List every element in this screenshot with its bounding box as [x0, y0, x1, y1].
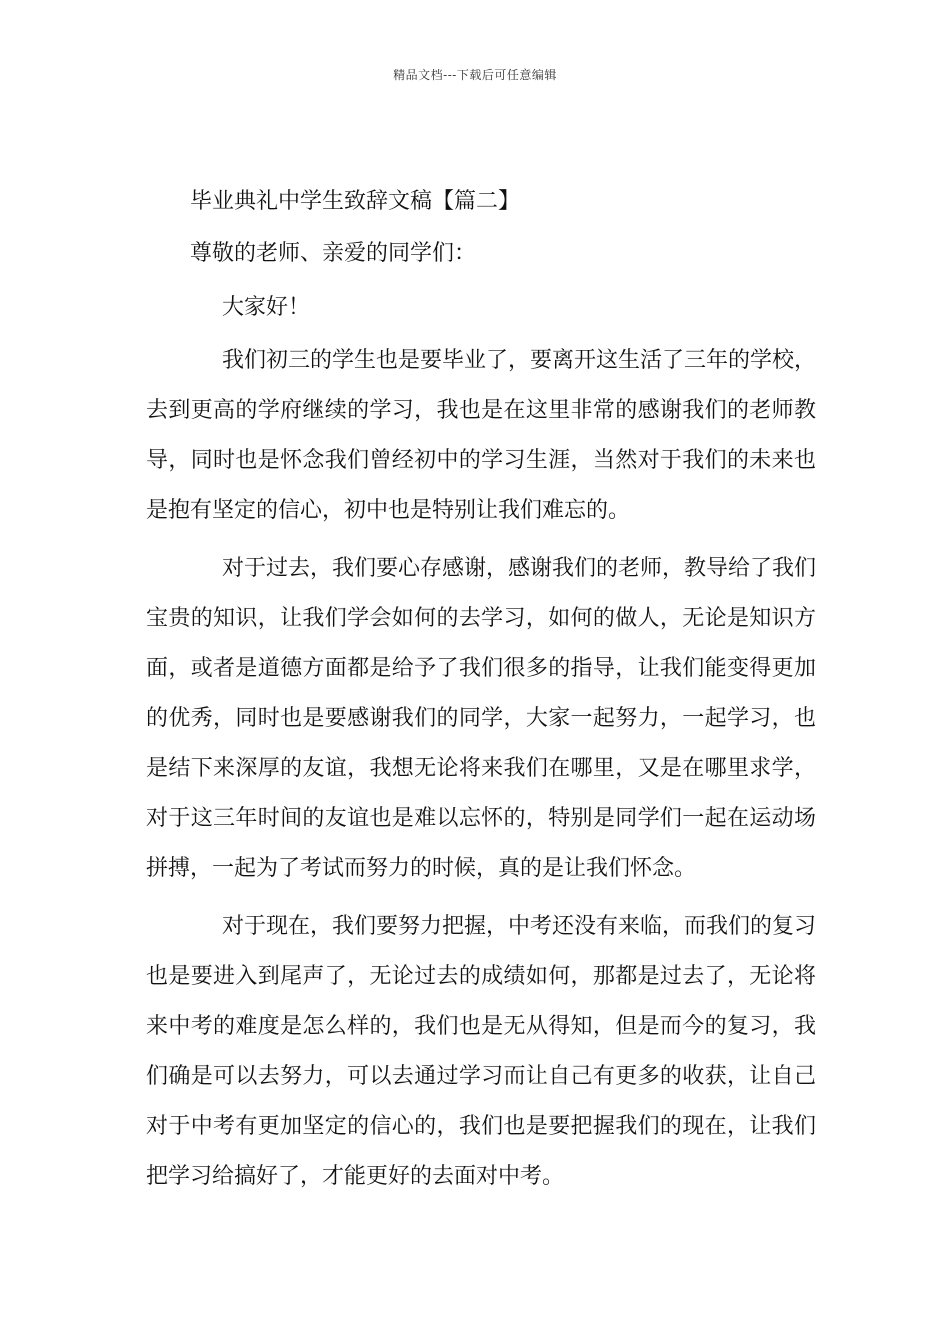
document-body: [146, 180, 816, 1202]
paragraph: 对于现在，我们要努力把握，中考还没有来临，而我们的复习也是要进入到尾声了，无论过去的成绩如何，那都是过去了，无论将来中考的难度是怎么样的，我们也是无从得知，但是而今的复习，我们确是可以去努力，可以去通过学习而让自己有更多的收获，让自己对于中考有更加坚定的信心的，我们也是要把握我们的现在，让我们把学习给搞好了，才能更好的去面对中考。: [146, 914, 817, 1189]
document-title: 毕业典礼中学生致辞文稿【篇二】: [190, 189, 521, 214]
paragraph: 对于过去，我们要心存感谢，感谢我们的老师，教导给了我们宝贵的知识，让我们学会如何的去学习，如何的做人，无论是知识方面，或者是道德方面都是给予了我们很多的指导，让我们能变得更加的优秀，同时也是要感谢我们的同学，大家一起努力，一起学习，也是结下来深厚的友谊，我想无论将来我们在哪里，又是在哪里求学，对于这三年时间的友谊也是难以忘怀的，特别是同学们一起在运动场拼搏，一起为了考试而努力的时候，真的是让我们怀念。: [146, 556, 817, 881]
greeting: 大家好！: [222, 295, 311, 320]
page-header: 精品文档---下载后可任意编辑: [393, 68, 557, 82]
paragraph: 我们初三的学生也是要毕业了，要离开这生活了三年的学校，去到更高的学府继续的学习，我也是在这里非常的感谢我们的老师教导，同时也是怀念我们曾经初中的学习生涯，当然对于我们的未来也是抱有坚定的信心，初中也是特别让我们难忘的。: [146, 348, 817, 523]
salutation: 尊敬的老师、亲爱的同学们：: [190, 241, 477, 266]
